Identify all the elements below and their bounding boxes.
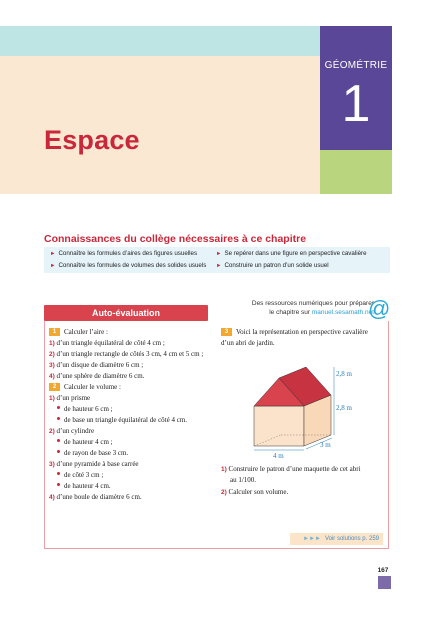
list-item: 1) d’un prisme [49, 394, 91, 402]
bullet-icon [57, 439, 60, 442]
page-number: 167 [377, 567, 389, 574]
list-item: 3) d’un disque de diamètre 6 cm ; [49, 361, 144, 369]
list-item: 3) d’une pyramide à base carrée [49, 460, 139, 468]
list-item: 4) d’une sphère de diamètre 6 cm. [49, 372, 145, 380]
exercise-2-prompt: 2 Calculer le volume : [49, 382, 121, 393]
prerequisite-item: ► Connaître les formules d’aires des figures usuelles [50, 250, 198, 257]
header-band-teal [0, 26, 320, 56]
chapter-block-accent [320, 150, 392, 194]
exercise-3-prompt: 3 Voici la représentation en perspective cavalière [221, 327, 368, 338]
arrow-right-icon: ► [216, 263, 222, 269]
bullet-icon [57, 450, 60, 453]
bullet-icon [57, 417, 60, 420]
list-item: 1) Construire le patron d’une maquette de cet abri [221, 465, 361, 473]
list-item: 2) d’un cylindre [49, 427, 95, 435]
list-item: 2) Calculer son volume. [221, 488, 289, 496]
list-item: 1) d’un triangle équilatéral de côté 4 cm ; [49, 339, 165, 347]
prerequisite-item: ► Connaître les formules de volumes des solides usuels [50, 262, 207, 269]
list-item: 2) d’un triangle rectangle de côtés 3 cm, 4 cm et 5 cm ; [49, 350, 204, 358]
prerequisite-item: ► Se repérer dans une figure en perspective cavalière [216, 250, 367, 257]
list-item-continued: au 1/100. [230, 476, 257, 484]
page-marker [378, 576, 391, 589]
dimension-label: 4 m [273, 452, 284, 460]
auto-evaluation-header: Auto-évaluation [44, 305, 208, 321]
arrows-icon: ►►► [303, 536, 321, 542]
solutions-link[interactable]: ►►► Voir solutions p. 259 [290, 533, 383, 545]
dimension-label: 3 m [320, 441, 331, 449]
arrow-right-icon: ► [50, 263, 56, 269]
chapter-number: 1 [341, 75, 371, 133]
arrow-right-icon: ► [50, 251, 56, 257]
exercise-badge: 1 [49, 328, 60, 336]
exercise-1-prompt: 1 Calculer l’aire : [49, 327, 108, 338]
bullet-item: de côté 3 cm ; [57, 470, 103, 481]
bullet-icon [57, 483, 60, 486]
bullet-icon [57, 406, 60, 409]
bullet-item: de hauteur 4 cm ; [57, 437, 113, 448]
list-item: 4) d’une boule de diamètre 6 cm. [49, 493, 142, 501]
bullet-item: de hauteur 6 cm ; [57, 404, 113, 415]
prerequisites-title: Connaissances du collège nécessaires à ce chapitre [44, 233, 307, 245]
dimension-label: 2,8 m [336, 404, 352, 412]
bullet-item: de rayon de base 3 cm. [57, 448, 128, 459]
chapter-section-label: GÉOMÉTRIE [324, 60, 388, 71]
shed-front-wall [254, 406, 304, 446]
prerequisite-item: ► Construire un patron d’un solide usuel [216, 262, 329, 269]
exercise-badge: 3 [221, 328, 232, 336]
bullet-item: de hauteur 4 cm. [57, 481, 111, 492]
bullet-item: de base un triangle équilatéral de côté 4 cm. [57, 415, 187, 426]
exercise-badge: 2 [49, 383, 60, 391]
resources-link[interactable]: manuel.sesamath.net [311, 308, 374, 316]
garden-shed-figure [252, 352, 362, 460]
dimension-label: 2,8 m [336, 370, 352, 378]
exercise-3-prompt-line2: d’un abri de jardin. [221, 339, 275, 347]
resources-note: Des ressources numériques pour préparer le chapitre sur manuel.sesamath.net [251, 300, 374, 316]
at-sign-icon: @ [368, 296, 391, 321]
arrow-right-icon: ► [216, 251, 222, 257]
chapter-title: Espace [44, 125, 140, 155]
bullet-icon [57, 472, 60, 475]
